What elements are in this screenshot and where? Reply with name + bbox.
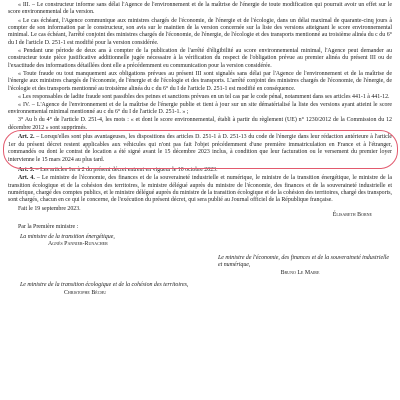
minister-economy-name: Bruno Le Maire [280, 269, 320, 276]
paragraph-3: 3° Au b du 4° de l'article D. 251-4, les mots : « et dont le score environnemental, établi à partir du règlement (UE) n° 1230/2012 de la Commission du 12 décembre 2012 » sont supprimés. [8, 117, 392, 131]
signer-prime-minister: Élisabeth Borne [332, 211, 372, 218]
paragraph-iii: « III. – Le constructeur informe sans délai l'Agence de l'environnement et de la maîtrise de l'énergie de toute modification qui pourrait avoir un effet sur le score environnemental de la version. [8, 2, 392, 16]
minister-ecology-title: Le ministre de la transition écologique et de la cohésion des territoires, [20, 282, 189, 289]
paragraph-verification: « Pendant une période de deux ans à compter de la publication de l'arrêté d'éligibilité au score environnemental minimal, l'Agence peut demander au constructeur toute pièce justificative additionnelle jugée nécessaire à la vérification du respect de l'obligation prévue au premier alinéa du présent III ou de l'exactitude des informations détaillées dont elle a précédemment eu communication pour la version considérée. [8, 47, 392, 69]
date-line: Fait le 19 septembre 2023. [18, 205, 81, 212]
minister-ecology [20, 282, 392, 297]
minister-energy [20, 234, 392, 249]
minister-energy-title: La ministre de la transition énergétique, [20, 233, 115, 240]
minister-economy-title: Le ministre de l'économie, des finances et de la souveraineté industrielle et numérique, [218, 254, 390, 269]
article-3 [8, 167, 392, 174]
article-4-label: Art. 4. [18, 175, 35, 182]
paragraph-iv: « IV. – L'Agence de l'environnement et de la maîtrise de l'énergie publie et tient à jour sur un site dématérialisé la liste des versions ayant atteint le score environnemental minimal mentionné au c du 6° du I de l'article D. 251-1. » ; [8, 101, 392, 116]
article-2-label: Art. 2. [18, 134, 35, 141]
article-4-text: – Le ministre de l'économie, des finances et de la souveraineté industrielle et numérique, le ministre de la transition énergétique, le ministre de la transition écologique et de la cohésion des territoires, le ministre délégué auprès du ministre de l'économie, des finances et de la souveraineté industrielle et numérique, chargé des comptes publics, et le ministre délégué auprès du ministre de la transition écologique et de la cohésion des territoires, chargé des transports, sont chargés, chacun en ce qui le concerne, de l'exécution du présent décret, qui sera publié au Journal officiel de la République française. [8, 175, 392, 204]
minister-ecology-name: Christophe Béchu [64, 289, 107, 296]
article-2-text: – Lorsqu'elles sont plus avantageuses, les dispositions des articles D. 251-1 à D. 251-13 du code de l'énergie dans leur rédaction antérieure à l'article 1er du présent décret restent applicables aux véhicules qui n'ont pas fait l'objet précédemment d'une première immatriculation en France et à l'étranger, commandés ou dont le contrat de location a été signé avant le 15 décembre 2023 inclus, à condition que leur facturation ou le versement du premier loyer intervienne le 15 mars 2024 au plus tard. [8, 134, 392, 163]
article-2-highlight [4, 133, 396, 166]
minister-energy-name: Agnès Pannier-Runacher [48, 241, 108, 248]
paragraph-agency-notice: « Le cas échéant, l'Agence communique aux ministres chargés de l'économie, de l'énergie et de l'écologie, dans un délai maximal de quarante-cinq jours à compter de son information par le constructeur, son avis sur le maintien de la version concernée sur la liste des versions atteignant le score environnemental minimal. Le cas échéant, l'arrêté conjoint des ministres chargés de l'économie, de l'énergie, de l'écologie et des transports mentionné au troisième alinéa du c du 6° du I de l'article D. 251-1 est modifié pour la version considérée. [8, 17, 392, 46]
signature-block [8, 224, 392, 297]
article-3-text: – Les articles 1er à 2 du présent décret entrent en vigueur le 10 octobre 2023. [34, 167, 218, 174]
article-2 [8, 134, 392, 164]
paragraph-fraud: « Toute fraude ou tout manquement aux obligations prévues au présent III sont signalés sans délai par l'Agence de l'environnement et de la maîtrise de l'énergie aux ministres chargés de l'économie, de l'énergie et de l'écologie et des transports. L'arrêté conjoint des ministres chargés de l'économie, de l'énergie, de l'écologie et des transports mentionné au troisième alinéa du c du 6° du I de l'article D. 251-1 est modifié en conséquence. [8, 70, 392, 92]
article-3-label: Art. 3. [18, 167, 35, 174]
paragraph-penalties: « Les responsables de ladite fraude sont passibles des peines et sanctions prévues en un tel cas par le code pénal, notamment dans ses articles 441-1 à 441-12. [18, 93, 390, 100]
minister-economy [218, 255, 392, 277]
by-prime-minister: Par la Première ministre : [18, 224, 79, 231]
article-4 [8, 175, 392, 205]
